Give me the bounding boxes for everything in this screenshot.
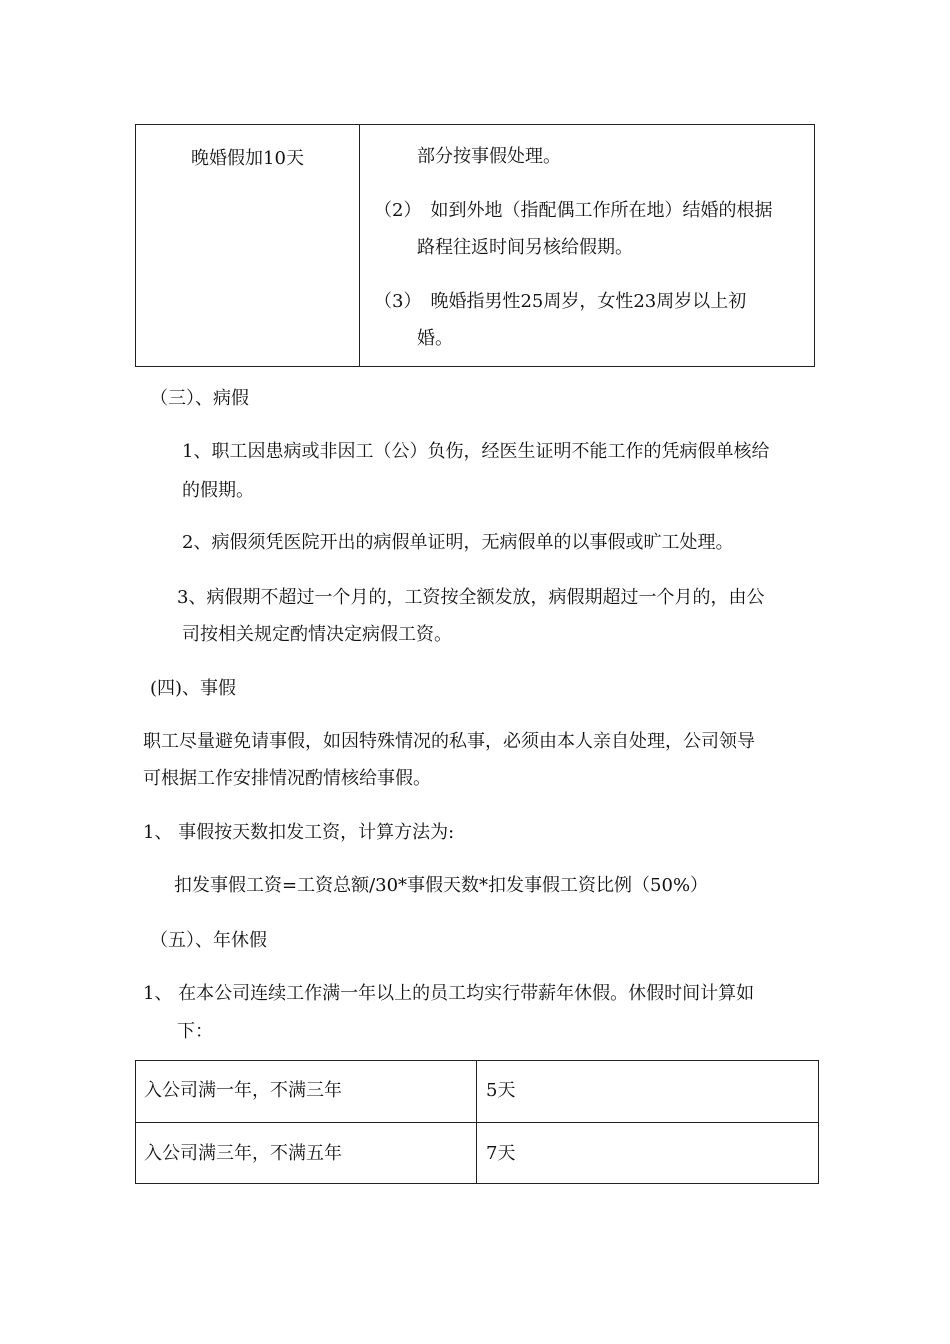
annual-leave-table [135, 1060, 819, 1184]
table-cell-days: 5天 [486, 1080, 516, 1101]
paragraph-line: 3、病假期不超过一个月的，工资按全额发放，病假期超过一个月的，由公 [177, 587, 765, 608]
paragraph-line: 的假期。 [182, 480, 254, 501]
table-text-line: 部分按事假处理。 [417, 146, 561, 167]
paragraph-line: 1、 事假按天数扣发工资，计算方法为: [143, 822, 455, 843]
paragraph-line: 可根据工作安排情况酌情核给事假。 [143, 768, 431, 789]
paragraph-line: 司按相关规定酌情决定病假工资。 [182, 624, 452, 645]
table-cell-condition: 入公司满三年，不满五年 [144, 1143, 342, 1164]
table-text-line: 婚。 [417, 328, 453, 349]
paragraph-line: 1、 在本公司连续工作满一年以上的员工均实行带薪年休假。休假时间计算如 [143, 983, 755, 1004]
late-marriage-leave-cell: 晚婚假加10天 [191, 148, 304, 169]
table-cell-days: 7天 [486, 1143, 516, 1164]
table-divider [359, 125, 360, 366]
paragraph-line: 2、病假须凭医院开出的病假单证明，无病假单的以事假或旷工处理。 [182, 532, 734, 553]
table-text-line: 路程往返时间另核给假期。 [417, 237, 633, 258]
table-text-line: （3） 晚婚指男性25周岁，女性23周岁以上初 [374, 291, 747, 312]
table-row-divider [136, 1122, 818, 1123]
table-text-line: （2） 如到外地（指配偶工作所在地）结婚的根据 [374, 200, 773, 221]
formula-line: 扣发事假工资=工资总额/30*事假天数*扣发事假工资比例（50%） [174, 875, 709, 896]
table-column-divider [476, 1061, 477, 1183]
section-heading-annual-leave: （五）、年休假 [150, 930, 267, 951]
section-heading-personal-leave: (四)、事假 [150, 678, 237, 699]
paragraph-line: 1、职工因患病或非因工（公）负伤，经医生证明不能工作的凭病假单核给 [182, 441, 770, 462]
table-cell-condition: 入公司满一年，不满三年 [144, 1080, 342, 1101]
section-heading-sick-leave: （三）、病假 [150, 388, 249, 409]
paragraph-line: 职工尽量避免请事假，如因特殊情况的私事，必须由本人亲自处理，公司领导 [143, 731, 755, 752]
paragraph-line: 下： [177, 1021, 213, 1042]
